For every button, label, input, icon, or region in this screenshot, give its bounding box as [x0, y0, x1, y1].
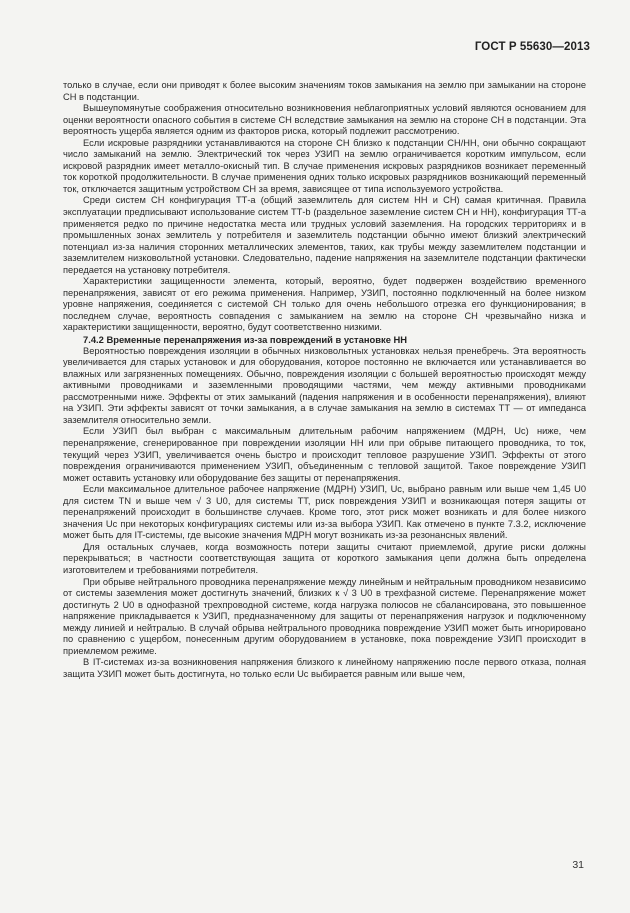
paragraph: Если искровые разрядники устанавливаются на стороне СН близко к подстанции СН/НН, они обычно сокращают число замыканий на землю. Электрический ток через УЗИП на землю ограничивается коротким импульсом, если искровой разрядник имеет металло-окисный тип. В случае применения искровых разрядников возникает переменный ток короткой продолжительности. В случае применения одних только искровых разрядников возникающий переменный ток, отключается защитным устройством СН за время, зависящее от типа используемого устройства. [63, 137, 586, 194]
paragraph: Характеристики защищенности элемента, который, вероятно, будет подвержен воздействию временного перенапряжения, зависят от его режима применения. Например, УЗИП, постоянно подключенный на более низком уровне напряжения, соединяется с системой СН только для очень небольшого отрезка его функционирования; в последнем случае, вероятность совпадения с замыканием на землю на стороне СН чрезвычайно низка и характеристики защищенности, вероятно, будут соответственно низкими. [63, 276, 586, 333]
body-text [63, 80, 586, 680]
standard-header: ГОСТ Р 55630—2013 [474, 41, 590, 53]
paragraph: Если УЗИП был выбран с максимальным длительным рабочим напряжением (МДРН, Uc) ниже, чем перенапряжение, сгенерированное при повреждении изоляции НН или при обрыве питающего проводника, то ток, текущий через УЗИП, увеличивается очень быстро и происходит тепловое разрушение УЗИП. Эффекты от этого повреждения ограничиваются применением УЗИП, объединенным с тепловой защитой. Такое повреждение УЗИП может оставить установку или оборудование без защиты от перенапряжения. [63, 426, 586, 483]
section-heading: 7.4.2 Временные перенапряжения из-за повреждений в установке НН [83, 334, 408, 346]
paragraph: При обрыве нейтрального проводника перенапряжение между линейным и нейтральным проводником независимо от системы заземления может достигнуть значений, близких к √ 3 U0 в трехфазной системе. Перенапряжение может достигнуть 2 U0 в однофазной трехпроводной системе, когда нагрузка полюсов не сбалансирована, это повышенное напряжение прикладывается к УЗИП, предназначенному для защиты от перенапряжения нагрузок и подключенному между линией и нейтралью. В случай обрыва нейтрального проводника повреждение УЗИП может быть игнорировано по сравнению с ущербом, понесенным другим оборудованием в установке, пока повреждение УЗИП происходит в приемлемом режиме. [63, 576, 586, 656]
paragraph: Если максимальное длительное рабочее напряжение (МДРН) УЗИП, Uc, выбрано равным или выше чем 1,45 U0 для систем TN и выше чем √ 3 U0, для системы ТТ, риск повреждения УЗИП и возникающая потеря защиты от перенапряжений происходит в большинстве случаев. Кроме того, этот риск может возникать и для более низкого значения Uc при некоторых конфигурациях системы или из-за выбора УЗИП. Как отмечено в пункте 7.3.2, исключение может быть для IT-системы, где высокие значения МДРН могут возникать из-за резонансных явлений. [63, 484, 586, 541]
paragraph: Вероятностью повреждения изоляции в обычных низковольтных установках нельзя пренебречь. Эта вероятность увеличивается для старых установок и для оборудования, которое постоянно не включается или устанавливается во влажных или загрязненных помещениях. Обычно, повреждения изоляции с большей вероятностью происходят между активными проводниками и заземленными проводящими частями, чем между активными проводниками рассмотренными ниже. Эффекты от этих замыканий (падения напряжения и в особенности перенапряжения), влияют на УЗИП. Эти эффекты зависят от точки замыкания, а в случае замыкания на землю в системах ТТ — от импеданса заземлителя относительно земли. [63, 345, 586, 425]
paragraph: только в случае, если они приводят к более высоким значениям токов замыкания на землю при замыкании на стороне СН в подстанции. [63, 80, 586, 102]
paragraph: Среди систем СН конфигурация ТТ-а (общий заземлитель для систем НН и СН) самая критичная. Правила эксплуатации предписывают использование систем ТТ-b (раздельное заземление систем СН и НН), конфигурация ТТ-а применяется редко по причине недостатка места или трудных условий заземления. На городских территориях и в промышленных зонах землитель у потребителя и заземлитель подстанции обычно имеют близкий электрический потенциал из-за наличия сторонних металлических элементов, таких, как трубы между заземлителем подстанции и заземлителем низковольтной установки. Следовательно, падение напряжения на заземлителе подстанции фактически передается на установку потребителя. [63, 195, 586, 275]
page-number: 31 [572, 859, 584, 871]
paragraph: Для остальных случаев, когда возможность потери защиты считают приемлемой, другие риски должны перекрываться; в частности соответствующая защита от короткого замыкания цепи должна быть определена изготовителем и требованиями потребителя. [63, 541, 586, 575]
paragraph: В IT-системах из-за возникновения напряжения близкого к линейному напряжению после первого отказа, полная защита УЗИП может быть достигнута, но только если Uc выбирается равным или выше чем, [63, 657, 586, 679]
paragraph: Вышеупомянутые соображения относительно возникновения неблагоприятных условий являются основанием для оценки вероятности опасного события в системе СН вследствие замыкания на землю на стороне СН в подстанции. Эта вероятность ущерба является одним из факторов риска, который подлежит рассмотрению. [63, 103, 586, 137]
